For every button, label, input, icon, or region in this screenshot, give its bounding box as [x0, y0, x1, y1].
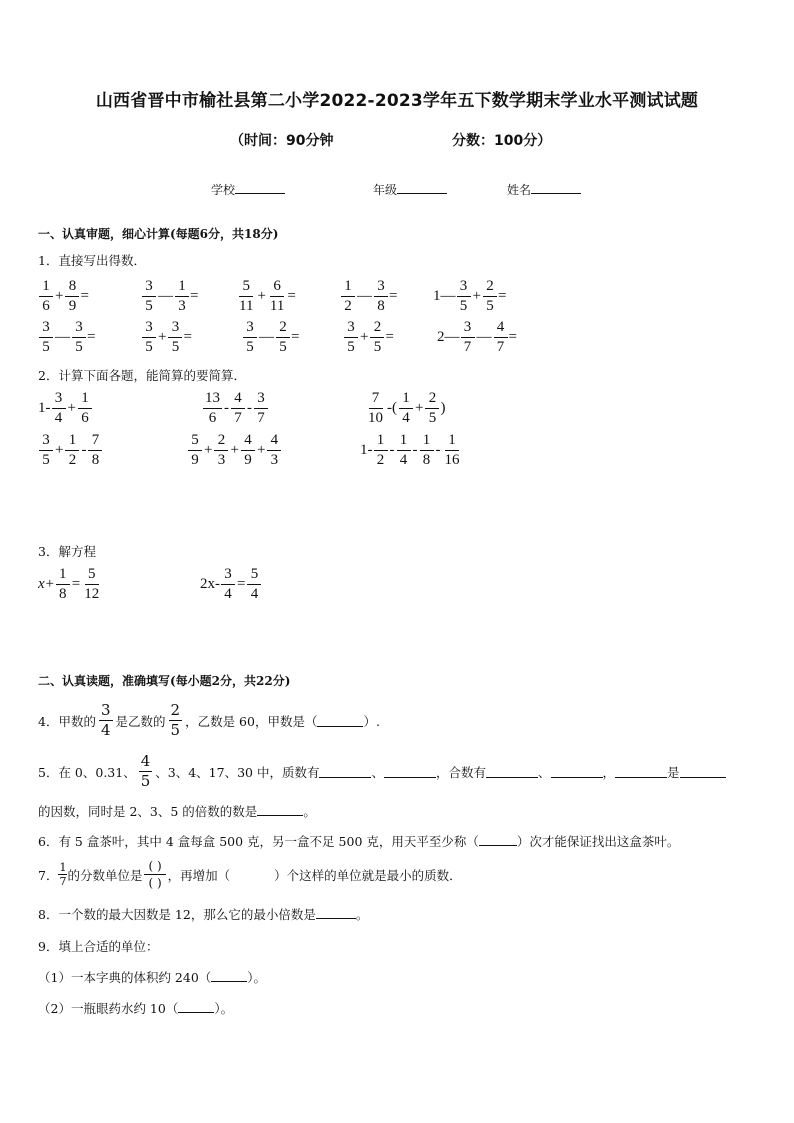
fraction-numerator: 3 [72, 320, 86, 338]
fraction-denominator: 4 [250, 586, 259, 602]
fraction [254, 391, 268, 426]
fraction [399, 391, 413, 426]
math-operator: + [55, 442, 64, 458]
fraction-numerator: 1 [397, 433, 411, 451]
fraction-numerator: 2 [425, 391, 439, 409]
fraction [203, 391, 222, 426]
math-term: = [190, 288, 199, 304]
fraction-denominator: 16 [444, 452, 460, 468]
fraction-denominator: 5 [428, 410, 437, 426]
math-term: = [87, 329, 96, 345]
fraction-numerator: 2 [483, 279, 497, 297]
fraction-denominator: 4 [54, 410, 63, 426]
math-term: = [183, 329, 192, 345]
fraction-denominator: 9 [68, 298, 77, 314]
question-text: 7． [38, 867, 59, 883]
fraction [461, 320, 475, 355]
q3-equation-2 [200, 567, 262, 602]
school-blank[interactable] [235, 181, 285, 194]
fraction [82, 567, 101, 602]
fraction-numerator: 1 [39, 279, 53, 297]
fraction-numerator: 3 [100, 701, 111, 719]
math-operator: + [55, 288, 64, 304]
name-blank[interactable] [531, 181, 581, 194]
question-text: ，合数有 [435, 764, 486, 780]
grade-field [373, 181, 447, 198]
question-text: 4．甲数的 [38, 713, 96, 729]
fraction-numerator: 1 [374, 433, 388, 451]
math-term: 1- [360, 442, 373, 458]
question-text: 的因数，同时是 2、3、5 的倍数的数是 [38, 804, 258, 819]
fraction-numerator: 3 [254, 391, 268, 409]
school-field [211, 181, 285, 198]
q1-r2-item-5 [437, 320, 517, 355]
fraction-numerator: 5 [188, 433, 202, 451]
fraction [425, 391, 439, 426]
q2-expr-5 [187, 433, 282, 468]
fraction-numerator: 3 [344, 320, 358, 338]
q2-expr-4 [38, 433, 103, 468]
fraction [58, 862, 67, 887]
fraction-denominator: 6 [208, 410, 217, 426]
fraction-numerator: 3 [142, 320, 156, 338]
math-term: = [497, 288, 507, 304]
grade-label: 年级 [373, 183, 398, 197]
question-8 [38, 905, 368, 923]
math-operator: + [360, 329, 369, 345]
fraction-denominator: 11 [239, 298, 254, 314]
fraction [39, 279, 53, 314]
fraction-denominator: 7 [234, 410, 242, 426]
q5-prime-blank-1[interactable] [319, 765, 371, 778]
fraction-numerator: 1 [341, 279, 355, 297]
fraction [221, 567, 235, 602]
fraction [247, 567, 261, 602]
q1-r2-item-4 [343, 320, 394, 355]
fraction-numerator: 5 [239, 279, 253, 297]
fraction-denominator: 5 [246, 339, 254, 355]
fraction-numerator: 1 [56, 567, 70, 585]
fraction [344, 320, 358, 355]
math-operator: + [415, 400, 424, 416]
question-9-part-1 [38, 968, 266, 986]
fraction-numerator: 13 [203, 391, 222, 409]
q5-composite-blank-2[interactable] [551, 765, 603, 778]
math-term: = [80, 288, 89, 304]
exam-score: 分数：100分） [452, 133, 552, 149]
fraction-denominator: 5 [145, 298, 153, 314]
fraction-denominator: 5 [140, 772, 151, 790]
question-text: ）次才能保证找出这盒茶叶。 [516, 834, 680, 849]
q5-prime-blank-2[interactable] [384, 765, 436, 778]
fraction [72, 320, 86, 355]
fraction [175, 279, 189, 314]
fraction [374, 279, 388, 314]
fraction-denominator: 8 [59, 586, 67, 602]
fraction-denominator: 5 [486, 298, 494, 314]
q1-r2-item-1 [38, 320, 95, 355]
fraction [78, 391, 92, 426]
math-operator: - [435, 442, 441, 458]
question-text: 是 [667, 764, 680, 780]
math-operator: = [71, 576, 81, 592]
fraction-denominator: 7 [496, 339, 505, 355]
q1-r1-item-2 [141, 279, 198, 314]
fraction-denominator: 5 [42, 452, 50, 468]
question-text: 5．在 0、0.31、 [38, 764, 136, 780]
math-term: = [291, 329, 300, 345]
question-7 [38, 860, 462, 889]
q5-multiple-of-blank[interactable] [680, 765, 726, 778]
question-text: （2）一瓶眼药水约 10（ [38, 1001, 179, 1016]
fraction-numerator: 3 [374, 279, 388, 297]
fraction-numerator: 5 [85, 567, 99, 585]
fraction-numerator: 3 [142, 279, 156, 297]
fraction-denominator: 5 [279, 339, 287, 355]
fraction [268, 279, 286, 314]
q2-expr-2 [202, 391, 269, 426]
q5-composite-blank-1[interactable] [486, 765, 538, 778]
question-text: 8．一个数的最大因数是 12，那么它的最小倍数是 [38, 907, 316, 922]
fraction-numerator: ( ) [144, 860, 165, 875]
math-operator: - [224, 400, 229, 416]
question-text: ， [602, 764, 616, 780]
fraction-numerator: 8 [65, 279, 79, 297]
fraction-numerator: 3 [243, 320, 257, 338]
math-term: = [287, 288, 296, 304]
fraction [243, 320, 257, 355]
question-text: 的分数单位是 [67, 867, 143, 883]
fraction-denominator: 8 [91, 452, 100, 468]
q4-answer-blank[interactable] [317, 714, 363, 727]
fraction-denominator: 9 [244, 452, 252, 468]
fraction [370, 320, 384, 355]
math-term: = [508, 329, 517, 345]
math-operator: — [357, 288, 372, 304]
math-term: 1- [38, 400, 51, 416]
question-1-label: 1．直接写出得数． [38, 253, 146, 268]
fraction-numerator: 1 [175, 279, 189, 297]
fraction-numerator: 1 [445, 433, 459, 451]
q1-r1-item-3 [236, 279, 296, 314]
fraction-denominator: 6 [42, 298, 50, 314]
q7-unit-fraction-blank[interactable] [144, 860, 165, 889]
fraction-denominator: 7 [257, 410, 265, 426]
question-text: ）。 [214, 1001, 234, 1016]
fraction-numerator: 5 [247, 567, 261, 585]
question-5-line-1 [38, 754, 726, 789]
fraction-numerator: 4 [241, 433, 255, 451]
q1-r1-item-4 [340, 279, 397, 314]
q1-r1-item-5 [433, 279, 506, 314]
math-operator: - [412, 442, 418, 458]
q6-answer-blank[interactable] [479, 833, 517, 846]
question-5-line-2 [38, 802, 316, 820]
math-operator: + [158, 329, 167, 345]
fraction [139, 754, 153, 789]
section-2-heading: 二、认真读题，准确填写(每小题2分，共22分) [38, 674, 291, 688]
fraction [374, 433, 388, 468]
math-operator: + [472, 288, 481, 304]
fraction-denominator: 7 [59, 875, 67, 888]
fraction-numerator: 3 [39, 320, 53, 338]
question-9-part-2 [38, 999, 233, 1017]
fraction [168, 320, 182, 355]
fraction-denominator: 7 [463, 339, 472, 355]
fraction-numerator: 7 [369, 391, 383, 409]
fraction-numerator: 3 [39, 433, 53, 451]
fraction-numerator: 1 [420, 433, 434, 451]
math-term: 2— [437, 329, 460, 345]
q2-expr-1 [38, 391, 93, 426]
exam-title: 山西省晋中市榆社县第二小学2022-2023学年五下数学期末学业水平测试试题 [95, 91, 699, 111]
exam-time: （时间：90分钟 [230, 133, 334, 149]
fraction-denominator: 2 [68, 452, 77, 468]
q5-common-multiple-blank[interactable] [257, 803, 303, 816]
question-text: ）. [363, 713, 380, 729]
fraction-denominator: 9 [191, 452, 199, 468]
math-term: = [389, 288, 398, 304]
fraction-numerator: 3 [52, 391, 66, 409]
question-text: ，再增加（ [167, 867, 231, 883]
q2-expr-3 [365, 391, 445, 426]
question-2-label: 2．计算下面各题，能简算的要简算． [38, 368, 246, 383]
fraction-numerator: 1 [59, 861, 67, 874]
fraction-numerator: 4 [267, 433, 281, 451]
fraction-denominator: 11 [269, 298, 285, 314]
fraction [457, 279, 471, 314]
math-operator: -( [387, 400, 397, 416]
math-operator: — [259, 329, 274, 345]
math-operator: + [67, 400, 76, 416]
fraction-denominator: 5 [145, 339, 153, 355]
fraction-denominator: 5 [42, 339, 50, 355]
fraction-denominator: 8 [422, 452, 431, 468]
q1-r1-item-1 [38, 279, 89, 314]
q3-equation-1 [38, 567, 102, 602]
fraction-numerator: 2 [170, 701, 181, 719]
math-operator: - [81, 442, 87, 458]
fraction-denominator: 5 [75, 339, 83, 355]
fraction [99, 703, 113, 738]
fraction [65, 433, 79, 468]
math-operator: — [476, 329, 492, 345]
fraction [188, 433, 202, 468]
fraction-denominator: 4 [224, 586, 232, 602]
fraction [483, 279, 497, 314]
fraction-numerator: 4 [494, 320, 508, 338]
fraction-numerator: 4 [140, 752, 151, 770]
math-operator: + [257, 288, 266, 304]
math-operator: + [230, 442, 239, 458]
math-term: 2x- [200, 576, 220, 592]
math-operator: + [204, 442, 213, 458]
grade-blank[interactable] [397, 181, 447, 194]
question-text: 6．有 5 盒茶叶，其中 4 盒每盒 500 克，另一盒不足 500 克，用天平至少称（ [38, 834, 479, 849]
fraction [39, 320, 53, 355]
math-term: = [385, 329, 394, 345]
fraction-denominator: 4 [399, 452, 408, 468]
fraction-denominator: 3 [270, 452, 279, 468]
fraction [267, 433, 281, 468]
fraction-denominator: 5 [347, 339, 355, 355]
math-operator: - [247, 400, 252, 416]
question-text: 、 [538, 764, 551, 780]
fraction-numerator: 2 [214, 433, 228, 451]
fraction [494, 320, 508, 355]
fraction-denominator: 5 [170, 721, 181, 739]
fraction-numerator: 3 [221, 567, 235, 585]
fraction-denominator: 4 [100, 721, 111, 739]
fraction [366, 391, 385, 426]
math-operator: + [256, 442, 266, 458]
fraction-numerator: 1 [65, 433, 79, 451]
fraction-numerator: 6 [270, 279, 284, 297]
fraction-denominator: 3 [217, 452, 226, 468]
fraction-denominator: 8 [377, 298, 385, 314]
fraction-denominator: ( ) [148, 876, 162, 890]
math-operator: = [237, 576, 246, 592]
fraction-denominator: 4 [402, 410, 410, 426]
q9-unit-blank-2[interactable] [178, 1000, 214, 1013]
q2-expr-6 [360, 433, 463, 468]
math-term: 1— [433, 288, 456, 304]
name-label: 姓名 [507, 183, 532, 197]
fraction [142, 320, 156, 355]
question-text: （1）一本字典的体积约 240（ [38, 970, 212, 985]
fraction [52, 391, 66, 426]
fraction-numerator: 7 [88, 433, 102, 451]
question-6 [38, 832, 679, 850]
question-text: ，乙数是 60，甲数是（ [185, 713, 318, 729]
question-4 [38, 703, 380, 738]
question-text: 。 [355, 907, 369, 922]
math-operator: — [158, 288, 173, 304]
fraction-numerator: 2 [276, 320, 290, 338]
fraction [420, 433, 434, 468]
fraction-numerator: 1 [78, 391, 92, 409]
fraction-numerator: 4 [231, 391, 245, 409]
fraction [341, 279, 355, 314]
q1-r2-item-2 [141, 320, 192, 355]
fraction-denominator: 5 [171, 339, 180, 355]
fraction [276, 320, 290, 355]
fraction-denominator: 6 [81, 410, 89, 426]
fraction-numerator: 3 [457, 279, 471, 297]
fraction-numerator: 3 [461, 320, 475, 338]
fraction-denominator: 5 [459, 298, 468, 314]
q8-answer-blank[interactable] [316, 906, 356, 919]
fraction-denominator: 5 [373, 339, 382, 355]
fraction [214, 433, 228, 468]
fraction-denominator: 2 [344, 298, 352, 314]
school-label: 学校 [211, 183, 236, 197]
fraction [169, 703, 183, 738]
q9-unit-blank-1[interactable] [211, 969, 247, 982]
fraction [65, 279, 79, 314]
name-field [507, 181, 581, 198]
q1-r2-item-3 [242, 320, 299, 355]
question-text: 是乙数的 [115, 713, 166, 729]
question-9-label: 9．填上合适的单位： [38, 939, 159, 954]
fraction-denominator: 12 [84, 586, 100, 602]
math-operator: — [55, 329, 70, 345]
fraction-denominator: 3 [178, 298, 186, 314]
question-text: 、3、4、17、30 中，质数有 [155, 764, 320, 780]
fraction-denominator: 10 [368, 410, 383, 426]
fraction [231, 391, 245, 426]
fraction-denominator: 2 [376, 452, 385, 468]
math-operator: - [389, 442, 395, 458]
math-term: x+ [38, 576, 55, 592]
fraction [397, 433, 411, 468]
fraction-numerator: 1 [399, 391, 413, 409]
fraction [88, 433, 102, 468]
fraction-numerator: 2 [370, 320, 384, 338]
fraction [56, 567, 70, 602]
q5-factor-blank[interactable] [615, 765, 667, 778]
question-3-label: 3．解方程 [38, 544, 96, 559]
section-1-heading: 一、认真审题，细心计算(每题6分，共18分) [38, 227, 279, 241]
fraction [142, 279, 156, 314]
math-term: ) [440, 400, 446, 416]
fraction [241, 433, 255, 468]
question-text: 、 [371, 764, 384, 780]
question-text: ）个这样的单位就是最小的质数． [274, 867, 462, 883]
fraction [443, 433, 462, 468]
question-text: 。 [303, 804, 316, 819]
question-text: ）。 [247, 970, 267, 985]
fraction [39, 433, 53, 468]
fraction [237, 279, 255, 314]
fraction-numerator: 3 [168, 320, 182, 338]
